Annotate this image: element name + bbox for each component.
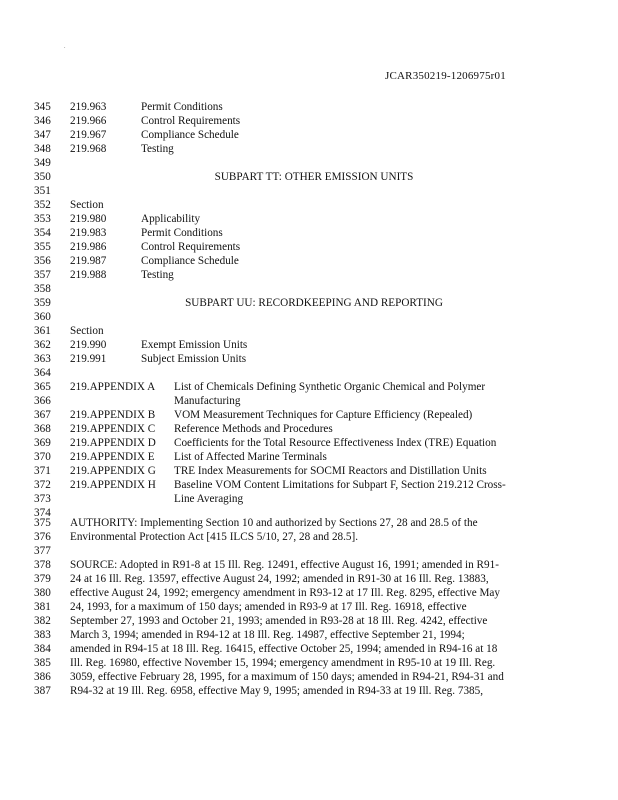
toc-line [34, 114, 594, 128]
line-number: 356 [34, 255, 51, 267]
line-number: 382 [34, 615, 51, 627]
line-number: 348 [34, 143, 51, 155]
appendix-label: 219.APPENDIX E [70, 451, 155, 463]
line-number: 369 [34, 437, 51, 449]
line-number: 368 [34, 423, 51, 435]
section-title: Compliance Schedule [141, 129, 239, 141]
appendix-title: Coefficients for the Total Resource Effectiveness Index (TRE) Equation [174, 437, 497, 449]
section-title: Permit Conditions [141, 227, 223, 239]
source-text: March 3, 1994; amended in R94-12 at 18 Ill. Reg. 14987, effective September 21, 1994; [70, 629, 465, 641]
line-number: 360 [34, 311, 51, 323]
section-label: Section [70, 325, 104, 337]
appendix-line [34, 436, 594, 450]
section-title: Permit Conditions [141, 101, 223, 113]
line-number: 380 [34, 587, 51, 599]
source-text: R94-32 at 19 Ill. Reg. 6958, effective May 9, 1995; amended in R94-33 at 19 Ill. Reg. 7385, [70, 685, 484, 697]
line-number: 359 [34, 297, 51, 309]
section-title: Testing [141, 143, 174, 155]
line-number: 346 [34, 115, 51, 127]
appendix-label: 219.APPENDIX A [70, 381, 156, 393]
line-number: 381 [34, 601, 51, 613]
section-number: 219.988 [70, 269, 107, 281]
line-number: 351 [34, 185, 51, 197]
line-number: 375 [34, 517, 51, 529]
line-number: 371 [34, 465, 51, 477]
appendix-line [34, 422, 594, 436]
appendix-label: 219.APPENDIX G [70, 465, 156, 477]
line-number: 350 [34, 171, 51, 183]
authority-line [34, 530, 594, 544]
source-line [34, 670, 594, 684]
toc-line [34, 254, 594, 268]
line-number: 353 [34, 213, 51, 225]
blank-line [34, 156, 594, 170]
appendix-line [34, 380, 594, 394]
source-line [34, 586, 594, 600]
appendix-title: List of Affected Marine Terminals [174, 451, 327, 463]
section-number: 219.991 [70, 353, 107, 365]
appendix-title: Manufacturing [174, 395, 241, 407]
line-number: 367 [34, 409, 51, 421]
line-number: 352 [34, 199, 51, 211]
source-text: amended in R94-15 at 18 Ill. Reg. 16415, effective October 25, 1994; amended in R94-16 at 18 [70, 643, 498, 655]
authority-text: AUTHORITY: Implementing Section 10 and authorized by Sections 27, 28 and 28.5 of the [70, 517, 478, 529]
line-number: 366 [34, 395, 51, 407]
line-number: 363 [34, 353, 51, 365]
line-number: 365 [34, 381, 51, 393]
subpart-tt-heading: SUBPART TT: OTHER EMISSION UNITS [214, 171, 414, 183]
appendix-line [34, 394, 594, 408]
source-text: SOURCE: Adopted in R91-8 at 15 Ill. Reg. 12491, effective August 16, 1991; amended in R91- [70, 559, 499, 571]
source-text: 24 at 16 Ill. Reg. 13597, effective August 24, 1992; amended in R91-30 at 16 Ill. Reg. 13883, [70, 573, 489, 585]
corner-mark: . [64, 44, 66, 50]
source-line [34, 628, 594, 642]
appendix-line [34, 492, 594, 506]
source-line [34, 572, 594, 586]
blank-line [34, 366, 594, 380]
source-text: September 27, 1993 and October 21, 1993; amended in R93-28 at 18 Ill. Reg. 4242, effective [70, 615, 488, 627]
section-label: Section [70, 199, 104, 211]
line-number: 349 [34, 157, 51, 169]
appendix-title: Baseline VOM Content Limitations for Subpart F, Section 219.212 Cross- [174, 479, 506, 491]
section-number: 219.968 [70, 143, 107, 155]
source-text: 24, 1993, for a maximum of 150 days; amended in R93-9 at 17 Ill. Reg. 16918, effective [70, 601, 467, 613]
section-number: 219.967 [70, 129, 107, 141]
toc-line [34, 338, 594, 352]
section-label-line [34, 198, 594, 212]
section-title: Control Requirements [141, 115, 241, 127]
line-number: 385 [34, 657, 51, 669]
line-number: 383 [34, 629, 51, 641]
appendix-line [34, 408, 594, 422]
section-number: 219.983 [70, 227, 107, 239]
line-number: 379 [34, 573, 51, 585]
section-title: Applicability [141, 213, 201, 225]
section-number: 219.966 [70, 115, 107, 127]
toc-line [34, 100, 594, 114]
section-title: Exempt Emission Units [141, 339, 248, 351]
toc-line [34, 226, 594, 240]
line-number: 362 [34, 339, 51, 351]
line-number: 377 [34, 545, 51, 557]
source-line [34, 642, 594, 656]
toc-line [34, 212, 594, 226]
section-title: Control Requirements [141, 241, 241, 253]
appendix-line [34, 478, 594, 492]
line-number: 373 [34, 493, 51, 505]
section-number: 219.980 [70, 213, 107, 225]
subpart-uu-heading: SUBPART UU: RECORDKEEPING AND REPORTING [185, 297, 443, 309]
toc-line [34, 268, 594, 282]
line-number: 364 [34, 367, 51, 379]
line-number: 358 [34, 283, 51, 295]
appendix-label: 219.APPENDIX C [70, 423, 156, 435]
toc-line [34, 352, 594, 366]
toc-line [34, 128, 594, 142]
source-text: effective August 24, 1992; emergency amendment in R93-12 at 17 Ill. Reg. 8295, effective May [70, 587, 500, 599]
line-number: 361 [34, 325, 51, 337]
document-id: JCAR350219-1206975r01 [385, 70, 506, 82]
line-number: 355 [34, 241, 51, 253]
toc-line [34, 142, 594, 156]
line-number: 372 [34, 479, 51, 491]
appendix-label: 219.APPENDIX B [70, 409, 156, 421]
line-number: 387 [34, 685, 51, 697]
section-title: Compliance Schedule [141, 255, 239, 267]
appendix-line [34, 450, 594, 464]
source-line [34, 600, 594, 614]
section-title: Subject Emission Units [141, 353, 247, 365]
source-line [34, 558, 594, 572]
line-number: 370 [34, 451, 51, 463]
line-number: 386 [34, 671, 51, 683]
blank-line [34, 184, 594, 198]
appendix-title: Reference Methods and Procedures [174, 423, 333, 435]
toc-line [34, 240, 594, 254]
section-number: 219.986 [70, 241, 107, 253]
section-number: 219.990 [70, 339, 107, 351]
line-number: 345 [34, 101, 51, 113]
source-line [34, 656, 594, 670]
section-label-line [34, 324, 594, 338]
authority-line [34, 516, 594, 530]
blank-line [34, 310, 594, 324]
appendix-line [34, 464, 594, 478]
line-number: 357 [34, 269, 51, 281]
appendix-title: List of Chemicals Defining Synthetic Organic Chemical and Polymer [174, 381, 486, 393]
appendix-title: Line Averaging [174, 493, 244, 505]
source-text: Ill. Reg. 16980, effective November 15, 1994; emergency amendment in R95-10 at 19 Ill. Reg. [70, 657, 496, 669]
section-number: 219.963 [70, 101, 107, 113]
source-line [34, 614, 594, 628]
source-text: 3059, effective February 28, 1995, for a maximum of 150 days; amended in R94-21, R94-31 and [70, 671, 504, 683]
appendix-title: VOM Measurement Techniques for Capture Efficiency (Repealed) [174, 409, 473, 421]
appendix-label: 219.APPENDIX H [70, 479, 156, 491]
line-number: 378 [34, 559, 51, 571]
line-number: 347 [34, 129, 51, 141]
subpart-heading-line [34, 170, 594, 184]
appendix-label: 219.APPENDIX D [70, 437, 156, 449]
blank-line [34, 544, 594, 558]
section-number: 219.987 [70, 255, 107, 267]
blank-line [34, 282, 594, 296]
line-number: 376 [34, 531, 51, 543]
appendix-title: TRE Index Measurements for SOCMI Reactors and Distillation Units [174, 465, 487, 477]
source-line [34, 684, 594, 698]
line-number: 384 [34, 643, 51, 655]
line-number: 354 [34, 227, 51, 239]
authority-text: Environmental Protection Act [415 ILCS 5/10, 27, 28 and 28.5]. [70, 531, 359, 543]
subpart-heading-line [34, 296, 594, 310]
section-title: Testing [141, 269, 174, 281]
line-number: 374 [34, 507, 51, 519]
